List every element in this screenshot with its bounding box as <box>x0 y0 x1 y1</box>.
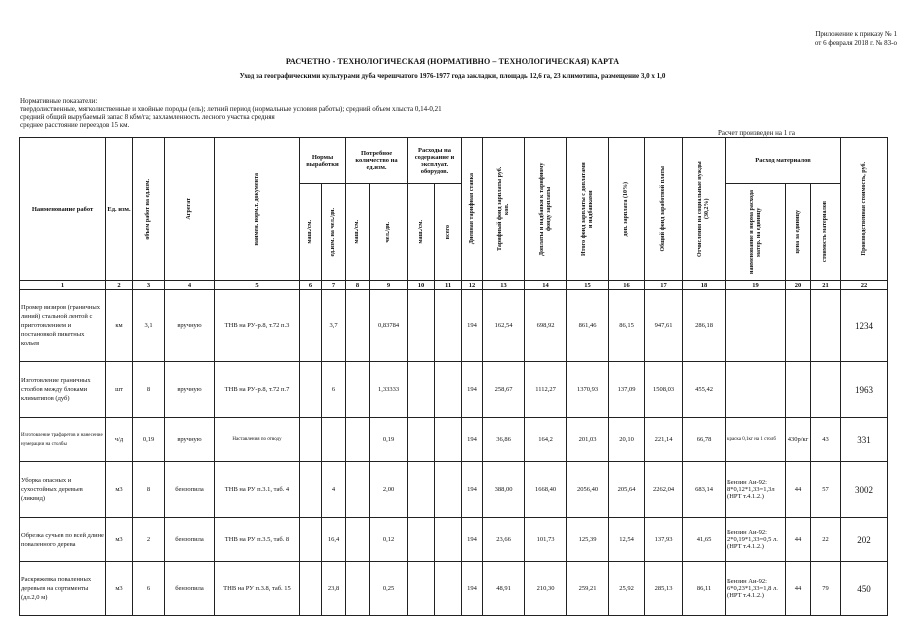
cell-material-price: 430р/кг <box>786 418 811 462</box>
col-man-days-label: чел./дн. <box>385 221 392 243</box>
cell-extra-pay: 86,15 <box>609 290 645 362</box>
col-mach-shift3-header <box>408 184 435 281</box>
cell-volume: 6 <box>133 562 165 616</box>
cell-cost-mach-shift <box>408 418 435 462</box>
cell-man-days: 2,00 <box>370 462 408 518</box>
table-row <box>20 562 888 616</box>
cell-mach-shift <box>300 362 322 418</box>
cell-daily-rate: 194 <box>462 562 483 616</box>
cell-volume: 8 <box>133 362 165 418</box>
col-total-label: всего <box>444 224 451 240</box>
cell-material-spec <box>726 290 786 362</box>
col-prod-cost-label: Производственная стоимость, руб. <box>860 162 867 256</box>
table-row <box>20 418 888 462</box>
table-row <box>20 462 888 518</box>
cell-production-cost: 331 <box>841 418 888 462</box>
cell-material-spec: Бензин Аи-92: 8*0,12*1,33=1,3л (НРТ т.4.1.2.) <box>726 462 786 518</box>
cell-aggregate: вручную <box>165 418 215 462</box>
cell-norm-doc: ТНВ на РУ п.3.8, таб. 15 <box>215 562 300 616</box>
cell-unit-per-man: 16,4 <box>322 518 346 562</box>
cell-need-mach-shift <box>346 462 370 518</box>
cell-material-cost: 57 <box>811 462 841 518</box>
col-tariff-fund-header <box>483 138 525 281</box>
cell-cost-mach-shift <box>408 290 435 362</box>
col-mat-cost-header <box>811 184 841 281</box>
norms-group-header: Нормы выработки <box>300 138 346 184</box>
cell-daily-rate: 194 <box>462 462 483 518</box>
cell-extra-pay: 12,54 <box>609 518 645 562</box>
cell-total-fund: 201,03 <box>567 418 609 462</box>
cell-work-name: Изготовление трафаретов и нанесение нумерации на столбы <box>20 418 106 462</box>
column-number: 5 <box>215 281 300 290</box>
cell-unit: м3 <box>106 518 133 562</box>
cell-tariff-fund: 36,86 <box>483 418 525 462</box>
cell-total-fund: 861,46 <box>567 290 609 362</box>
column-number: 22 <box>841 281 888 290</box>
column-number: 4 <box>165 281 215 290</box>
col-total-wage-header <box>645 138 683 281</box>
cell-tariff-fund: 258,67 <box>483 362 525 418</box>
col-tariff-fund-label: Тарифный фонд зарплаты руб. коп. <box>496 166 510 252</box>
col-daily-rate-label: Дневная тарифная ставка <box>468 173 475 245</box>
col-total-wage-label: Общий фонд заработной платы <box>660 166 667 252</box>
cell-extra-pay: 25,92 <box>609 562 645 616</box>
col-mat-price-header <box>786 184 811 281</box>
cell-extra-pay: 137,09 <box>609 362 645 418</box>
cell-cost-total <box>435 518 462 562</box>
col-mat-cost-label: стоимость материалов <box>822 201 829 263</box>
cell-man-days: 1,33333 <box>370 362 408 418</box>
cell-total-fund: 125,39 <box>567 518 609 562</box>
column-number: 15 <box>567 281 609 290</box>
cell-unit: км <box>106 290 133 362</box>
cell-need-mach-shift <box>346 562 370 616</box>
cell-cost-total <box>435 562 462 616</box>
column-number: 7 <box>322 281 346 290</box>
cell-daily-rate: 194 <box>462 290 483 362</box>
cell-man-days: 0,25 <box>370 562 408 616</box>
cell-norm-doc: ТНВ на РУ-р.8, т.72 п.7 <box>215 362 300 418</box>
need-group-header: Потребное количество на ед.изм. <box>346 138 408 184</box>
column-number: 20 <box>786 281 811 290</box>
col-mach-shift-label: маш./см. <box>307 220 313 244</box>
cell-volume: 3,1 <box>133 290 165 362</box>
cell-material-spec <box>726 362 786 418</box>
cell-social-charges: 66,78 <box>683 418 726 462</box>
cell-material-spec: Бензин Аи-92: 6*0,23*1,33=1,8 л. (НРТ т.4.1.2.) <box>726 562 786 616</box>
cell-social-charges: 455,42 <box>683 362 726 418</box>
cell-social-charges: 86,11 <box>683 562 726 616</box>
cell-total-fund: 2056,40 <box>567 462 609 518</box>
cell-material-cost <box>811 362 841 418</box>
column-number: 21 <box>811 281 841 290</box>
col-extra-pay-header <box>609 138 645 281</box>
norms-line-1: твердолиственные, мягколиственные и хвойные породы (ель); летний период (нормальные условия работы); средний объем хлыста 0,14-0,21 <box>20 105 442 113</box>
cell-mach-shift <box>300 290 322 362</box>
cell-bonuses: 210,30 <box>525 562 567 616</box>
cell-material-cost: 79 <box>811 562 841 616</box>
cell-need-mach-shift <box>346 362 370 418</box>
cell-cost-mach-shift <box>408 362 435 418</box>
cell-need-mach-shift <box>346 290 370 362</box>
annex-line-2: от 6 февраля 2018 г. № 83-о <box>814 39 897 47</box>
column-number: 3 <box>133 281 165 290</box>
cell-unit: м3 <box>106 462 133 518</box>
col-aggregate-label: Агрегат <box>186 198 192 220</box>
cell-cost-total <box>435 290 462 362</box>
cell-material-price <box>786 362 811 418</box>
cell-work-name: Раскряжевка поваленных деревьев на сортименты (дл.2,0 м) <box>20 562 106 616</box>
cell-bonuses: 164,2 <box>525 418 567 462</box>
cell-unit-per-man: 4 <box>322 462 346 518</box>
header-row-1 <box>20 138 888 184</box>
cell-production-cost: 450 <box>841 562 888 616</box>
cell-aggregate: вручную <box>165 290 215 362</box>
cell-volume: 2 <box>133 518 165 562</box>
cell-material-price: 44 <box>786 462 811 518</box>
cell-unit: шт <box>106 362 133 418</box>
column-number: 1 <box>20 281 106 290</box>
cell-extra-pay: 20,10 <box>609 418 645 462</box>
cell-aggregate: вручную <box>165 362 215 418</box>
cell-need-mach-shift <box>346 518 370 562</box>
table-row <box>20 290 888 362</box>
cell-material-spec: Бензин Аи-92: 2*0,19*1,33=0,5 л. (НРТ т.4.1.2.) <box>726 518 786 562</box>
cell-material-cost: 43 <box>811 418 841 462</box>
col-mach-shift-header <box>300 184 322 281</box>
cell-norm-doc: ТНВ на РУ п.3.5, таб. 8 <box>215 518 300 562</box>
cell-production-cost: 1963 <box>841 362 888 418</box>
col-social-label: Отчисления на социальные нужды (30,2%) <box>697 161 711 257</box>
annex-note <box>757 30 897 48</box>
cell-volume: 0,19 <box>133 418 165 462</box>
col-social-header <box>683 138 726 281</box>
cell-tariff-fund: 23,66 <box>483 518 525 562</box>
cell-production-cost: 202 <box>841 518 888 562</box>
cell-work-name: Уборка опасных и сухостойных деревьев (ликвид) <box>20 462 106 518</box>
col-bonuses-label: Доплаты и надбавки к тарифному фонду зарплаты <box>538 162 552 256</box>
col-mat-name-label: наименование и норма расхода матер. на единицу <box>748 189 762 275</box>
cell-social-charges: 286,18 <box>683 290 726 362</box>
col-volume-label: объем работ на ед.изм. <box>145 178 151 240</box>
cell-daily-rate: 194 <box>462 518 483 562</box>
cell-work-name: Изготовление граничных столбов между блоками климатипов (дуб) <box>20 362 106 418</box>
column-number: 14 <box>525 281 567 290</box>
cell-mach-shift <box>300 418 322 462</box>
col-total-header <box>435 184 462 281</box>
cell-unit-per-man: 23,8 <box>322 562 346 616</box>
column-number: 11 <box>435 281 462 290</box>
table-row <box>20 362 888 418</box>
col-mach-shift2-header <box>346 184 370 281</box>
cell-norm-doc: Наставления по отводу <box>215 418 300 462</box>
col-mach-shift3-label: маш./см. <box>417 220 424 244</box>
cell-total-wage: 137,93 <box>645 518 683 562</box>
cell-unit: м3 <box>106 562 133 616</box>
cell-unit-per-man: 3,7 <box>322 290 346 362</box>
cell-production-cost: 3002 <box>841 462 888 518</box>
norms-heading: Нормативные показатели: <box>20 97 98 105</box>
cell-cost-total <box>435 418 462 462</box>
cell-aggregate: бензопила <box>165 562 215 616</box>
cell-material-cost <box>811 290 841 362</box>
cell-total-wage: 2262,04 <box>645 462 683 518</box>
document-title: РАСЧЕТНО - ТЕХНОЛОГИЧЕСКАЯ (НОРМАТИВНО – ТЕХНОЛОГИЧЕСКАЯ) КАРТА <box>285 57 620 66</box>
cell-bonuses: 1668,40 <box>525 462 567 518</box>
col-aggregate-header <box>165 138 215 281</box>
cell-material-spec: краска 0,1кг на 1 столб <box>726 418 786 462</box>
column-number: 2 <box>106 281 133 290</box>
cell-work-name: Промер визиров (граничных линий) стальной лентой с приготовлением и постановкой пикетных кольев <box>20 290 106 362</box>
cell-unit-per-man: 6 <box>322 362 346 418</box>
cell-mach-shift <box>300 562 322 616</box>
cell-social-charges: 683,14 <box>683 462 726 518</box>
cell-tariff-fund: 162,54 <box>483 290 525 362</box>
cell-work-name: Обрезка сучьев по всей длине поваленного дерева <box>20 518 106 562</box>
column-number: 18 <box>683 281 726 290</box>
col-unit-per-man-header <box>322 184 346 281</box>
cell-material-price: 44 <box>786 518 811 562</box>
column-number: 12 <box>462 281 483 290</box>
col-man-days-header <box>370 184 408 281</box>
cell-total-wage: 1508,03 <box>645 362 683 418</box>
col-bonuses-header <box>525 138 567 281</box>
cell-daily-rate: 194 <box>462 362 483 418</box>
col-unit-per-man-label: ед.изм. на чел./дн. <box>330 207 336 257</box>
col-unit-header: Ед. изм. <box>106 138 133 281</box>
column-number: 9 <box>370 281 408 290</box>
cell-total-fund: 259,21 <box>567 562 609 616</box>
cell-man-days: 0,12 <box>370 518 408 562</box>
col-total-fund-header <box>567 138 609 281</box>
col-mat-name-header <box>726 184 786 281</box>
cell-daily-rate: 194 <box>462 418 483 462</box>
col-extra-pay-label: доп. зарплата (10%) <box>623 181 630 237</box>
col-doc-header <box>215 138 300 281</box>
cell-mach-shift <box>300 462 322 518</box>
cell-material-price: 44 <box>786 562 811 616</box>
column-number: 17 <box>645 281 683 290</box>
cell-norm-doc: ТНВ на РУ п.3.1, таб. 4 <box>215 462 300 518</box>
column-number: 13 <box>483 281 525 290</box>
column-number: 16 <box>609 281 645 290</box>
annex-line-1: Приложение к приказу № 1 <box>815 30 897 38</box>
col-total-fund-label: Итого фонд зарплаты с доплатами и надбавками <box>580 162 594 256</box>
cell-cost-total <box>435 362 462 418</box>
cell-need-mach-shift <box>346 418 370 462</box>
costs-group-header: Расходы на содержание и эксплуат. оборудов. <box>408 138 462 184</box>
column-number: 6 <box>300 281 322 290</box>
cell-cost-total <box>435 462 462 518</box>
col-volume-header <box>133 138 165 281</box>
col-prod-cost-header <box>841 138 888 281</box>
cell-bonuses: 698,92 <box>525 290 567 362</box>
cell-man-days: 0,83784 <box>370 290 408 362</box>
cell-unit-per-man <box>322 418 346 462</box>
col-daily-rate-header <box>462 138 483 281</box>
column-number: 10 <box>408 281 435 290</box>
norms-line-3: среднее расстояние переездов 15 км. <box>20 121 130 129</box>
table-row <box>20 518 888 562</box>
cell-bonuses: 1112,27 <box>525 362 567 418</box>
materials-group-header: Расход материалов <box>726 138 841 184</box>
cell-aggregate: бензопила <box>165 462 215 518</box>
col-name-header: Наименование работ <box>20 138 106 281</box>
cell-tariff-fund: 388,00 <box>483 462 525 518</box>
cell-social-charges: 41,65 <box>683 518 726 562</box>
cell-production-cost: 1234 <box>841 290 888 362</box>
cell-norm-doc: ТНВ на РУ-р.8, т.72 п.3 <box>215 290 300 362</box>
col-doc-label: наимен. норм.т. документа <box>253 172 260 246</box>
cell-extra-pay: 205,64 <box>609 462 645 518</box>
column-number: 8 <box>346 281 370 290</box>
cell-total-wage: 947,61 <box>645 290 683 362</box>
table-body <box>20 290 888 616</box>
column-number: 19 <box>726 281 786 290</box>
column-number-row <box>20 281 888 290</box>
col-mach-shift2-label: маш./см. <box>354 220 361 244</box>
cell-man-days: 0,19 <box>370 418 408 462</box>
cell-cost-mach-shift <box>408 518 435 562</box>
cell-total-fund: 1370,93 <box>567 362 609 418</box>
cell-aggregate: бензопила <box>165 518 215 562</box>
cell-mach-shift <box>300 518 322 562</box>
cell-unit: ч/д <box>106 418 133 462</box>
cell-volume: 8 <box>133 462 165 518</box>
col-mat-price-label: цена за единицу <box>794 210 801 254</box>
cell-cost-mach-shift <box>408 562 435 616</box>
cell-bonuses: 101,73 <box>525 518 567 562</box>
calc-note: Расчет произведен на 1 га <box>718 129 795 137</box>
tech-card-table <box>19 137 888 616</box>
cell-total-wage: 285,13 <box>645 562 683 616</box>
cell-cost-mach-shift <box>408 462 435 518</box>
cell-total-wage: 221,14 <box>645 418 683 462</box>
cell-tariff-fund: 48,91 <box>483 562 525 616</box>
document-subtitle: Уход за географическими культурами дуба черешчатого 1976-1977 года закладки, площадь 12,6 га, 23 климотипа, размещение 3,0 х 1,0 <box>239 72 666 80</box>
norms-line-2: средний общий вырубаемый запас 8 кбм/га; захламленность лесного участка средняя <box>20 113 275 121</box>
cell-material-price <box>786 290 811 362</box>
norms-block <box>20 97 442 129</box>
cell-material-cost: 22 <box>811 518 841 562</box>
